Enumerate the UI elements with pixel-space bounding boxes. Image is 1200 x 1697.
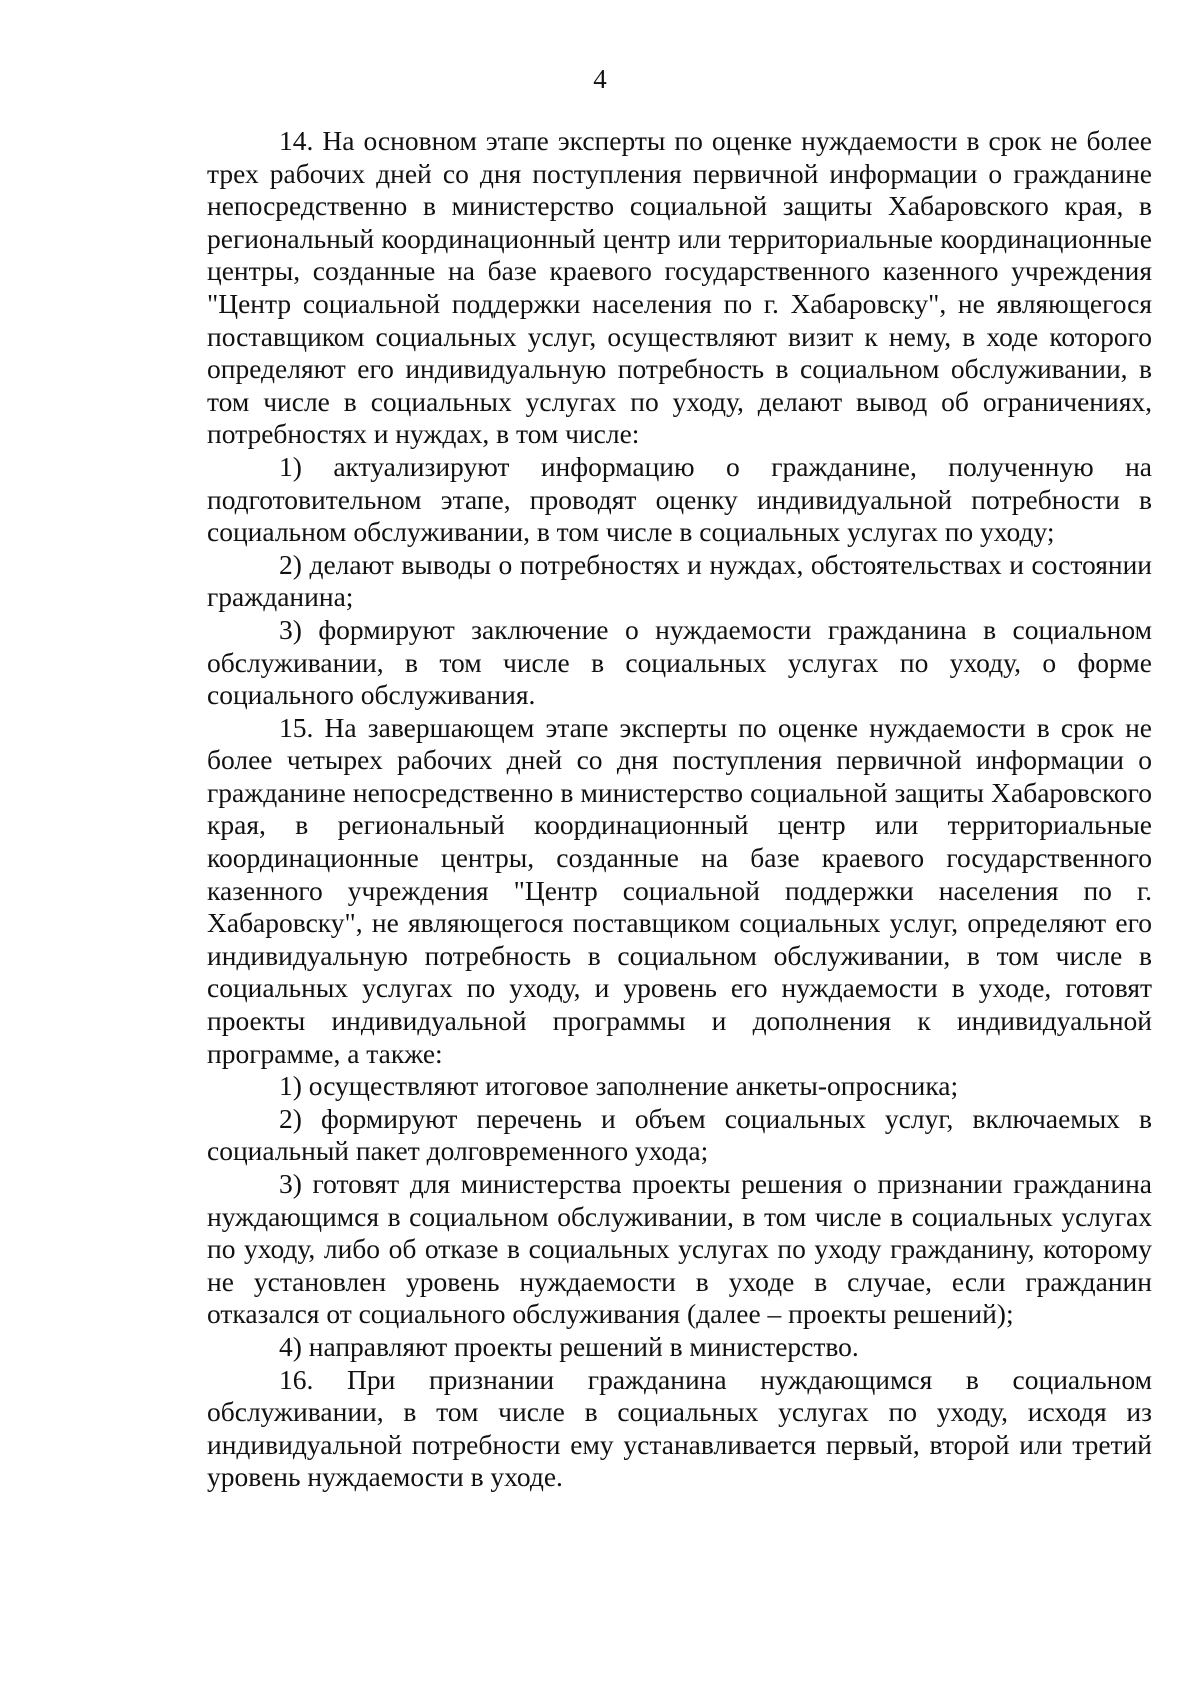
paragraph-14-item-2: 2) делают выводы о потребностях и нуждах, обстоятельствах и состоянии гражданина; [207,548,1152,613]
paragraph-15-item-2: 2) формируют перечень и объем социальных услуг, включаемых в социальный пакет долговременного ухода; [207,1102,1152,1167]
paragraph-15-item-4: 4) направляют проекты решений в министерство. [279,1330,859,1362]
paragraph-14-item-3: 3) формируют заключение о нуждаемости гражданина в социальном обслуживании, в том числе в социальных услугах по уходу, о форме социального обслуживания. [207,613,1152,711]
page-number: 4 [593,64,607,94]
paragraph-15-item-3: 3) готовят для министерства проекты решения о признании гражданина нуждающимся в социальном обслуживании, в том числе в социальных услугах по уходу, либо об отказе в социальных услугах по уходу гражданину, которому не установлен уровень нуждаемости в уходе в случае, если гражданин отказался от социального обслуживания (далее – проекты решений); [207,1168,1152,1330]
paragraph-15-item-1: 1) осуществляют итоговое заполнение анкеты-опросника; [279,1070,959,1102]
paragraph-15: 15. На завершающем этапе эксперты по оценке нуждаемости в срок не более четырех рабочих дней со дня поступления первичной информации о гражданине непосредственно в министерство социальной защиты Хабаровского края, в региональный координационный центр или территориальные координационные центры, созданные на базе краевого государственного казенного учреждения "Центр социальной поддержки населения по г. Хабаровску", не являющегося поставщиком социальных услуг, определяют его индивидуальную потребность в социальном обслуживании, в том числе в социальных услугах по уходу, и уровень его нуждаемости в уходе, готовят проекты индивидуальной программы и дополнения к индивидуальной программе, а также: [207,711,1152,1069]
document-body [207,125,1152,1494]
paragraph-16: 16. При признании гражданина нуждающимся в социальном обслуживании, в том числе в социальных услугах по уходу, исходя из индивидуальной потребности ему устанавливается первый, второй или третий уровень нуждаемости в уходе. [207,1363,1152,1493]
paragraph-14-item-1: 1) актуализируют информацию о гражданине, полученную на подготовительном этапе, проводят оценку индивидуальной потребности в социальном обслуживании, в том числе в социальных услугах по уходу; [207,450,1152,548]
paragraph-14: 14. На основном этапе эксперты по оценке нуждаемости в срок не более трех рабочих дней со дня поступления первичной информации о гражданине непосредственно в министерство социальной защиты Хабаровского края, в региональный координационный центр или территориальные координационные центры, созданные на базе краевого государственного казенного учреждения "Центр социальной поддержки населения по г. Хабаровску", не являющегося поставщиком социальных услуг, осуществляют визит к нему, в ходе которого определяют его индивидуальную потребность в социальном обслуживании, в том числе в социальных услугах по уходу, делают вывод об ограничениях, потребностях и нуждах, в том числе: [207,125,1152,450]
